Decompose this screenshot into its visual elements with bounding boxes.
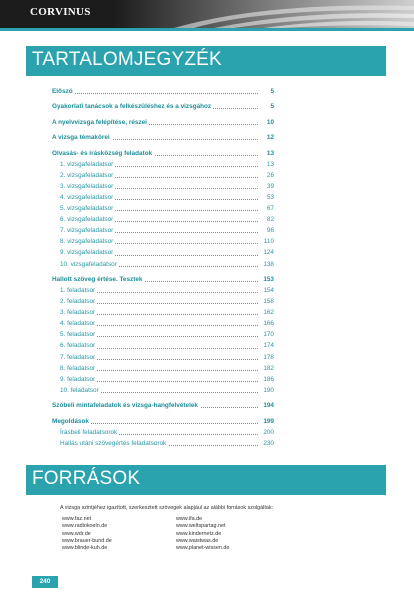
table-of-contents bbox=[52, 86, 274, 449]
toc-entry-page: 230 bbox=[263, 438, 274, 449]
toc-entry-page: 178 bbox=[263, 352, 274, 363]
toc-entry[interactable] bbox=[52, 438, 274, 449]
toc-entry[interactable] bbox=[52, 374, 274, 385]
toc-entry-page: 12 bbox=[267, 132, 274, 143]
toc-entry-page: 190 bbox=[263, 385, 274, 396]
toc-entry[interactable] bbox=[52, 148, 274, 159]
toc-entry-label: 10. vizsgafeladatsor bbox=[60, 259, 119, 270]
toc-entry-label: 1. feladatsor bbox=[60, 285, 97, 296]
toc-entry[interactable] bbox=[52, 181, 274, 192]
toc-entry-label: 3. vizsgafeladatsor bbox=[60, 181, 115, 192]
toc-entry-page: 39 bbox=[267, 181, 274, 192]
toc-entry-label: Szóbeli mintafeladatok és vizsga-hangfelvételek bbox=[52, 400, 200, 411]
decorative-book-art bbox=[114, 0, 414, 28]
toc-entry-page: 53 bbox=[267, 192, 274, 203]
toc-entry[interactable] bbox=[52, 86, 274, 97]
toc-entry-label: 5. vizsgafeladatsor bbox=[60, 203, 115, 214]
toc-entry-page: 13 bbox=[267, 148, 274, 159]
toc-entry[interactable] bbox=[52, 101, 274, 112]
toc-entry-page: 10 bbox=[267, 117, 274, 128]
toc-entry-label: Előszó bbox=[52, 86, 75, 97]
toc-entry[interactable] bbox=[52, 214, 274, 225]
toc-entry-label: 2. vizsgafeladatsor bbox=[60, 170, 115, 181]
toc-entry-page: 124 bbox=[263, 247, 274, 258]
source-link[interactable]: www.blinde-kuh.de bbox=[62, 545, 108, 552]
toc-entry[interactable] bbox=[52, 132, 274, 143]
toc-entry-page: 96 bbox=[267, 225, 274, 236]
source-link[interactable]: www.waistwas.de bbox=[176, 537, 219, 544]
toc-entry-label: 8. feladatsor bbox=[60, 363, 97, 374]
toc-entry-label: 3. feladatsor bbox=[60, 307, 97, 318]
toc-entry-page: 166 bbox=[263, 318, 274, 329]
toc-entry[interactable] bbox=[52, 352, 274, 363]
toc-entry-page: 186 bbox=[263, 374, 274, 385]
toc-entry-page: 199 bbox=[263, 416, 274, 427]
dot-leader bbox=[52, 93, 258, 94]
sources-heading-bar bbox=[26, 465, 386, 495]
source-link[interactable]: www.weltspartag.net bbox=[176, 523, 226, 530]
source-link[interactable]: www.radiokoeln.de bbox=[62, 523, 108, 530]
toc-entry-label: 10. feladatsor bbox=[60, 385, 101, 396]
toc-entry-page: 67 bbox=[267, 203, 274, 214]
toc-entry-label: A vizsga témakörei bbox=[52, 132, 112, 143]
toc-entry-label: 2. feladatsor bbox=[60, 296, 97, 307]
toc-entry-label: 7. feladatsor bbox=[60, 352, 97, 363]
toc-entry-label: 1. vizsgafeladatsor bbox=[60, 159, 115, 170]
toc-entry-page: 200 bbox=[263, 427, 274, 438]
toc-entry-page: 154 bbox=[263, 285, 274, 296]
toc-entry-label: Gyakorlati tanácsok a felkészüléshez és a vizsgához bbox=[52, 101, 213, 112]
toc-title: TARTALOMJEGYZÉK bbox=[32, 49, 222, 70]
sources-left-column bbox=[62, 516, 112, 552]
page-number: 240 bbox=[32, 576, 58, 588]
top-banner bbox=[0, 0, 414, 28]
toc-entry-label: 6. feladatsor bbox=[60, 340, 97, 351]
toc-entry-page: 13 bbox=[267, 159, 274, 170]
toc-entry-page: 26 bbox=[267, 170, 274, 181]
toc-entry-label: Megoldások bbox=[52, 416, 91, 427]
toc-entry[interactable] bbox=[52, 236, 274, 247]
sources-right-column bbox=[176, 516, 229, 552]
toc-entry[interactable] bbox=[52, 274, 274, 285]
toc-entry-label: 4. feladatsor bbox=[60, 318, 97, 329]
toc-entry[interactable] bbox=[52, 159, 274, 170]
toc-entry[interactable] bbox=[52, 203, 274, 214]
toc-entry-page: 110 bbox=[264, 236, 274, 247]
toc-entry[interactable] bbox=[52, 170, 274, 181]
toc-entry-label: Hallott szöveg értése. Tesztek bbox=[52, 274, 144, 285]
toc-heading-bar bbox=[26, 46, 386, 76]
toc-entry-label: 9. vizsgafeladatsor bbox=[60, 247, 115, 258]
toc-entry-label: 5. feladatsor bbox=[60, 329, 97, 340]
source-link[interactable]: www.kindernetz.de bbox=[176, 530, 222, 537]
toc-entry[interactable] bbox=[52, 400, 274, 411]
accent-line bbox=[0, 28, 414, 31]
toc-entry[interactable] bbox=[52, 363, 274, 374]
toc-entry-page: 194 bbox=[263, 400, 274, 411]
toc-entry-label: Olvasás- és írásközség feladatok bbox=[52, 148, 154, 159]
sources-title: FORRÁSOK bbox=[32, 468, 141, 489]
brand-logo: CORVINUS bbox=[30, 6, 91, 18]
source-link[interactable]: www.brauer-bund.de bbox=[62, 537, 112, 544]
toc-entry-page: 5 bbox=[270, 86, 274, 97]
toc-entry[interactable] bbox=[52, 416, 274, 427]
toc-entry-page: 138 bbox=[263, 259, 274, 270]
toc-entry-label: Hallás utáni szövegértés feladatsorok bbox=[60, 438, 168, 449]
toc-entry-page: 153 bbox=[263, 274, 274, 285]
toc-entry-page: 182 bbox=[263, 363, 274, 374]
toc-entry[interactable] bbox=[52, 285, 274, 296]
toc-entry[interactable] bbox=[52, 225, 274, 236]
toc-entry-page: 5 bbox=[270, 101, 274, 112]
toc-entry[interactable] bbox=[52, 117, 274, 128]
toc-entry[interactable] bbox=[52, 318, 274, 329]
source-link[interactable]: www.faz.net bbox=[62, 516, 92, 522]
toc-entry[interactable] bbox=[52, 192, 274, 203]
toc-entry-page: 162 bbox=[263, 307, 274, 318]
source-link[interactable]: www.wdr.de bbox=[62, 530, 91, 537]
toc-entry[interactable] bbox=[52, 259, 274, 270]
toc-entry-page: 82 bbox=[267, 214, 274, 225]
toc-entry-label: 6. vizsgafeladatsor bbox=[60, 214, 115, 225]
toc-entry[interactable] bbox=[52, 307, 274, 318]
toc-entry[interactable] bbox=[52, 247, 274, 258]
source-link[interactable]: www.ifa.de bbox=[176, 516, 203, 522]
toc-entry-page: 174 bbox=[263, 340, 274, 351]
toc-entry[interactable] bbox=[52, 340, 274, 351]
toc-entry-label: 7. vizsgafeladatsor bbox=[60, 225, 115, 236]
toc-entry-label: 9. feladatsor bbox=[60, 374, 97, 385]
toc-entry-label: 4. vizsgafeladatsor bbox=[60, 192, 115, 203]
toc-entry-page: 170 bbox=[263, 329, 274, 340]
toc-entry-label: A nyelvvizsga felépítése, részei bbox=[52, 117, 149, 128]
toc-entry[interactable] bbox=[52, 329, 274, 340]
toc-entry-page: 158 bbox=[263, 296, 274, 307]
toc-entry[interactable] bbox=[52, 296, 274, 307]
toc-entry-label: Írásbeli feladatsorok bbox=[60, 427, 119, 438]
toc-entry-label: 8. vizsgafeladatsor bbox=[60, 236, 115, 247]
toc-entry[interactable] bbox=[52, 427, 274, 438]
toc-entry[interactable] bbox=[52, 385, 274, 396]
sources-intro: A vizsga szintjéhez igazított, szerkesztett szövegek alapjául az alábbi források szolgáltak: bbox=[60, 505, 274, 511]
source-link[interactable]: www.planet-wissen.de bbox=[176, 545, 230, 552]
